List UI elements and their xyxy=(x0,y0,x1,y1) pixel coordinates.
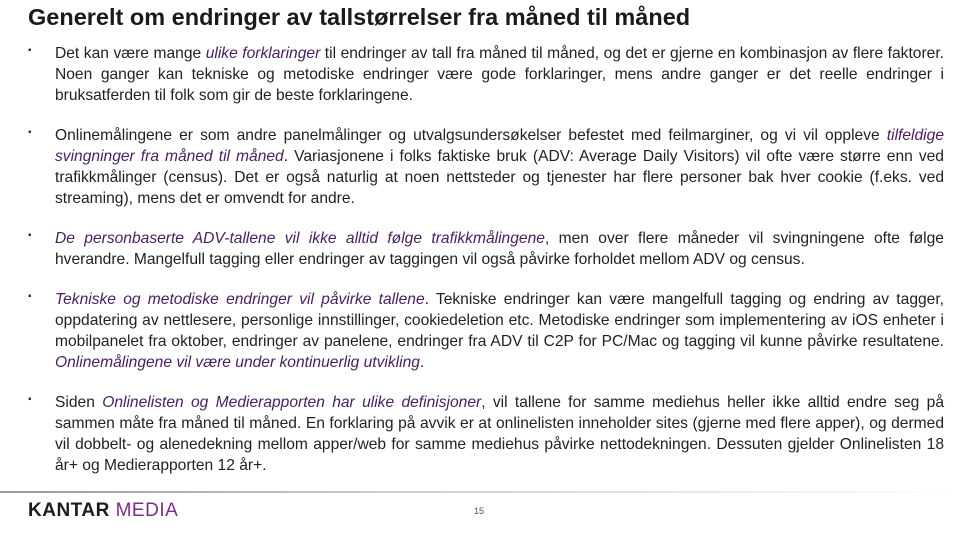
page-title: Generelt om endringer av tallstørrelser fra måned til måned xyxy=(28,4,691,30)
logo-media-text: MEDIA xyxy=(115,500,179,521)
bullet-marker-icon: ▪ xyxy=(28,394,32,405)
emphasized-phrase: Onlinelisten og Medierapporten har ulike definisjoner xyxy=(102,394,482,411)
text-segment: Siden xyxy=(55,394,103,411)
page-number: 15 xyxy=(474,506,485,516)
bullet-item xyxy=(28,228,944,270)
bullet-list xyxy=(28,43,944,495)
kantar-media-logo xyxy=(28,500,178,522)
bullet-marker-icon: ▪ xyxy=(28,291,32,302)
bullet-text xyxy=(55,125,944,209)
bullet-marker-icon: ▪ xyxy=(28,127,32,138)
emphasized-phrase: tilfeldige svingninger fra måned til måned xyxy=(55,127,944,165)
bullet-text xyxy=(55,289,944,373)
bullet-text xyxy=(55,228,944,270)
bullet-text xyxy=(55,392,944,476)
text-segment: . Variasjonene i folks faktiske bruk (ADV: Average Daily Visitors) vil ofte være større enn ved trafikkmålinger (census). Det er også naturlig at noen nettsteder og tjenester har flere personer bak hver cookie (f.eks. ved streaming), mens det er omvendt for andre. xyxy=(55,148,944,207)
bullet-item xyxy=(28,289,944,373)
logo-kantar-text: KANTAR xyxy=(28,500,110,521)
text-segment: , men over flere måneder vil svingningene ofte følge hverandre. Mangelfull tagging eller endringer av taggingen vil også påvirke forholdet mellom ADV og census. xyxy=(55,230,944,268)
bullet-item xyxy=(28,392,944,476)
emphasized-phrase: Tekniske og metodiske endringer vil påvirke tallene xyxy=(55,291,425,308)
emphasized-phrase: ulike forklaringer xyxy=(205,45,321,62)
footer-divider xyxy=(0,491,960,493)
bullet-item xyxy=(28,125,944,209)
text-segment: til endringer av tall fra måned til måned, og det er gjerne en kombinasjon av flere faktorer. Noen ganger kan tekniske og metodiske endringer være gode forklaringer, mens andre ganger er det reelle endringer i bruksatferden til folk som gir de beste forklaringene. xyxy=(55,45,945,104)
bullet-marker-icon: ▪ xyxy=(28,230,32,241)
text-segment: . Tekniske endringer kan være mangelfull tagging og endring av tagger, oppdatering av nettlesere, personlige innstillinger, cookiedeletion etc. Metodiske endringer som implementering av iOS enheter i mobilpanelet fra oktober, endringer av panelene, endringer fra ADV til C2P for PC/Mac og tagging vil kunne påvirke resultatene. xyxy=(55,291,944,350)
text-segment: . xyxy=(419,354,425,371)
text-segment: , vil tallene for samme mediehus heller ikke alltid endre seg på sammen måte fra måned til måned. En forklaring på avvik er at onlinelisten inneholder sites (gjerne med flere apper), og dermed vil dobbelt- og alenedekning mellom apper/web for samme mediehus påvirke nettodekningen. Dessuten gjelder Onlinelisten 18 år+ og Medierapporten 12 år+. xyxy=(55,394,944,474)
bullet-marker-icon: ▪ xyxy=(28,45,32,56)
bullet-text xyxy=(55,43,944,106)
text-segment: Det kan være mange xyxy=(55,45,206,62)
bullet-item xyxy=(28,43,944,106)
emphasized-phrase: Onlinemålingene vil være under kontinuerlig utvikling xyxy=(55,354,420,371)
text-segment: Onlinemålingene er som andre panelmålinger og utvalgsundersøkelser befestet med feilmarginer, og vi vil oppleve xyxy=(55,127,887,144)
emphasized-phrase: De personbaserte ADV-tallene vil ikke alltid følge trafikkmålingene xyxy=(55,230,545,247)
